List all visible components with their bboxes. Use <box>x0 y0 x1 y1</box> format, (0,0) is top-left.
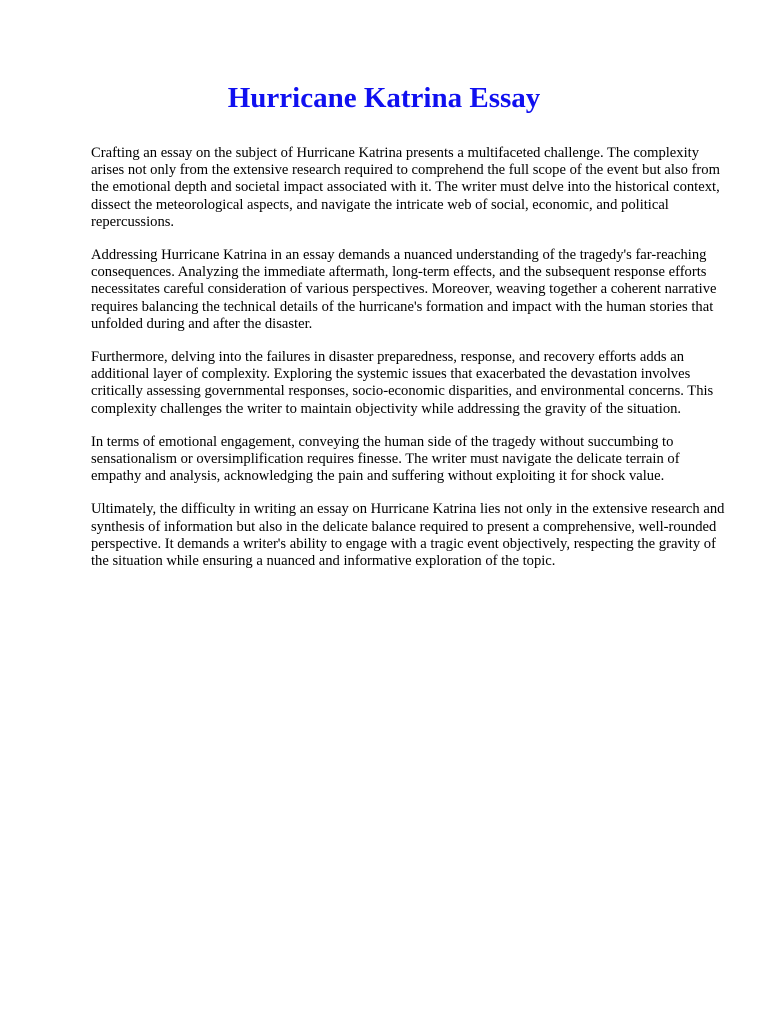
paragraph: Crafting an essay on the subject of Hurricane Katrina presents a multifaceted challenge. The complexity arises not only from the extensive research required to comprehend the full scope of the event but also from the emotional depth and societal impact associated with it. The writer must delve into the historical context, dissect the meteorological aspects, and navigate the intricate web of social, economic, and political repercussions. <box>91 145 720 230</box>
paragraph: Addressing Hurricane Katrina in an essay demands a nuanced understanding of the tragedy's far-reaching consequences. Analyzing the immediate aftermath, long-term effects, and the subsequent response efforts necessitates careful consideration of various perspectives. Moreover, weaving together a coherent narrative requires balancing the technical details of the hurricane's formation and impact with the human stories that unfolded during and after the disaster. <box>91 247 717 332</box>
page-title: Hurricane Katrina Essay <box>227 82 541 114</box>
paragraph: In terms of emotional engagement, conveying the human side of the tragedy without succumbing to sensationalism or oversimplification requires finesse. The writer must navigate the delicate terrain of empathy and analysis, acknowledging the pain and suffering without exploiting it for shock value. <box>91 433 680 485</box>
essay-body <box>91 145 731 586</box>
paragraph: Ultimately, the difficulty in writing an essay on Hurricane Katrina lies not only in the extensive research and synthesis of information but also in the delicate balance required to present a comprehensive, well-rounded perspective. It demands a writer's ability to engage with a tragic event objectively, respecting the gravity of the situation while ensuring a nuanced and informative exploration of the topic. <box>91 501 725 570</box>
paragraph: Furthermore, delving into the failures in disaster preparedness, response, and recovery efforts adds an additional layer of complexity. Exploring the systemic issues that exacerbated the devastation involves critically assessing governmental responses, socio-economic disparities, and environmental concerns. This complexity challenges the writer to maintain objectivity while addressing the gravity of the situation. <box>91 349 714 417</box>
